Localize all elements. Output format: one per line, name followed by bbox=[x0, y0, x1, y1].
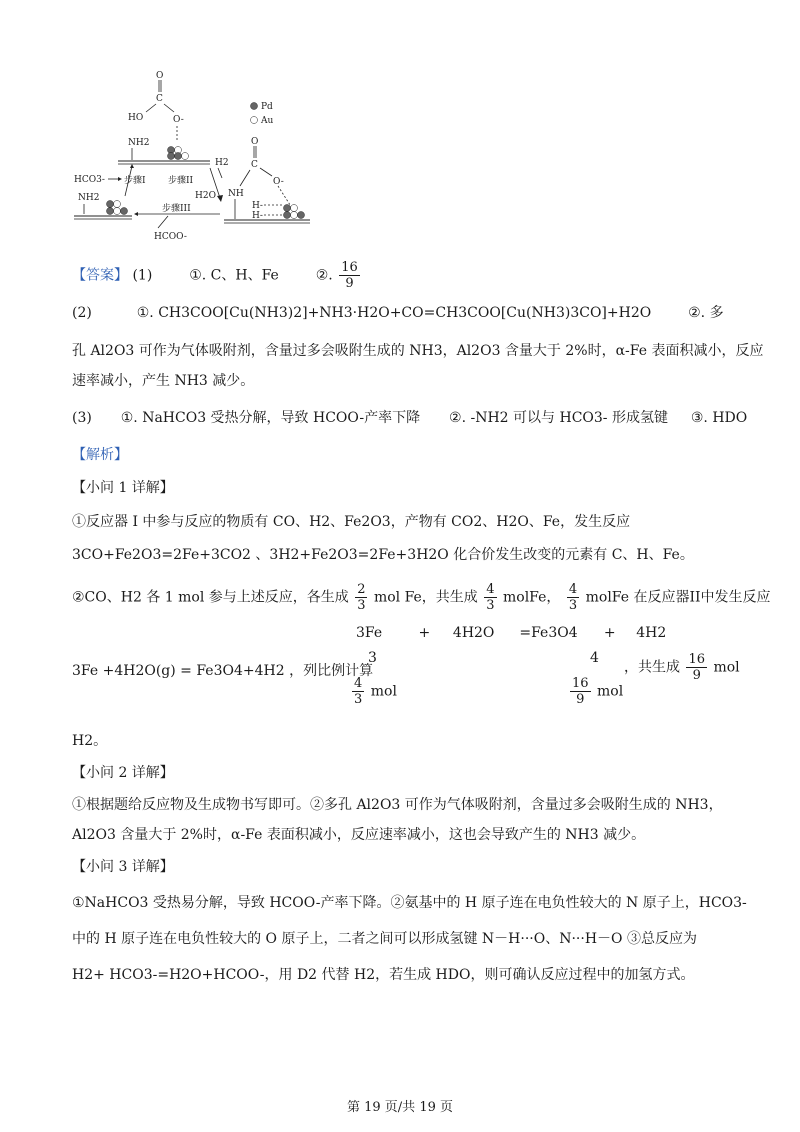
analysis-label: 【解析】 bbox=[72, 447, 128, 463]
diagram-label-c-top: C bbox=[156, 94, 163, 104]
mechanism-svg bbox=[70, 68, 330, 248]
ratio-row2-right: 4 bbox=[590, 650, 599, 666]
ratio-right-frac-num: 16 bbox=[572, 676, 589, 691]
analysis-frac2-den: 3 bbox=[486, 598, 495, 613]
analysis-sub1-end: H2。 bbox=[72, 733, 108, 749]
analysis-sub1-p3-d: molFe 在反应器II中发生反应 bbox=[585, 589, 771, 606]
analysis-sub1-title: 【小问 1 详解】 bbox=[72, 480, 174, 496]
diagram-label-h2dash: H- bbox=[252, 211, 263, 221]
diagram-label-nh2-bottom: NH2 bbox=[78, 193, 100, 203]
ratio-row2-left: 3 bbox=[368, 650, 377, 666]
ratio-right bbox=[568, 676, 623, 707]
analysis-sub1-p1: ①反应器 I 中参与反应的物质有 CO、H2、Fe2O3，产物有 CO2、H2O、Fe，发生反应 bbox=[72, 514, 631, 530]
answer-q1-frac-num: 16 bbox=[341, 260, 358, 275]
analysis-frac3-num: 4 bbox=[568, 582, 578, 597]
analysis-sub3-p2: 中的 H 原子连在电负性较大的 O 原子上，二者之间可以形成氢键 N－H···O、N···H－O ③总反应为 bbox=[72, 931, 697, 947]
ratio-row1-fe3o4: =Fe3O4 bbox=[519, 625, 578, 641]
answer-label: 【答案】 bbox=[72, 267, 128, 284]
analysis-sub1-p3-b: mol Fe，共生成 bbox=[373, 589, 478, 606]
answer-q2-line2: 孔 Al2O3 可作为气体吸附剂，含量过多会吸附生成的 NH3，Al2O3 含量大于 2%时，α-Fe 表面积减小，反应 bbox=[72, 343, 764, 359]
answer-q1-a2-prefix: ②. bbox=[315, 267, 333, 284]
ratio-row1 bbox=[356, 625, 666, 641]
answer-q2-a1-prefix: ①. bbox=[136, 305, 154, 321]
diagram-label-step2: 步骤II bbox=[168, 176, 194, 186]
answer-q2-num: (2) bbox=[72, 305, 92, 321]
diagram-label-o-minus: O- bbox=[173, 115, 184, 125]
diagram-label-o-right: O bbox=[251, 137, 259, 147]
answer-q2-a2-prefix: ②. 多 bbox=[688, 305, 724, 321]
analysis-frac2-num: 4 bbox=[486, 582, 495, 597]
answer-q2-line3: 速率减小，产生 NH3 减少。 bbox=[72, 373, 255, 389]
legend-au-label: Au bbox=[261, 116, 274, 126]
analysis-sub3-p3: H2+ HCO3-=H2O+HCOO-，用 D2 代替 H2，若生成 HDO，则可确认反应过程中的加氢方式。 bbox=[72, 967, 695, 983]
ratio-tail-frac bbox=[686, 652, 707, 683]
ratio-eq: 3Fe +4H2O(g) = Fe3O4+4H2 ，列比例计算 bbox=[72, 663, 374, 679]
answer-q1-frac-den: 9 bbox=[345, 276, 354, 291]
analysis-frac1-den: 3 bbox=[357, 598, 366, 613]
ratio-left-frac bbox=[352, 676, 364, 707]
ratio-left bbox=[350, 676, 397, 707]
analysis-sub2-p2: Al2O3 含量大于 2%时，α-Fe 表面积减小，反应速率减小，这也会导致产生的 NH3 减少。 bbox=[72, 827, 646, 843]
analysis-sub3-p1: ①NaHCO3 受热易分解，导致 HCOO-产率下降。②氨基中的 H 原子连在电负性较大的 N 原子上，HCO3- bbox=[72, 895, 747, 911]
answer-q2-a1-eq: CH3COO[Cu(NH3)2]+NH3·H2O+CO=CH3COO[Cu(NH3)3CO]+H2O bbox=[158, 305, 652, 321]
diagram-label-hco3: HCO3- bbox=[74, 175, 105, 185]
diagram-label-h2: H2 bbox=[215, 158, 229, 168]
answer-q1-line bbox=[72, 260, 362, 291]
ratio-row1-plus2: + bbox=[603, 625, 616, 641]
answer-q1-fraction bbox=[339, 260, 360, 291]
diagram-label-step3: 步骤III bbox=[162, 204, 191, 214]
answer-q1-a1: ①. C、H、Fe bbox=[189, 267, 279, 284]
diagram-label-c-right: C bbox=[251, 160, 258, 170]
analysis-frac2 bbox=[484, 582, 496, 613]
diagram-label-step1: 步骤I bbox=[124, 176, 146, 186]
diagram-label-o-right2: O- bbox=[273, 177, 284, 187]
analysis-sub2-title: 【小问 2 详解】 bbox=[72, 765, 174, 781]
ratio-right-frac bbox=[570, 676, 591, 707]
analysis-frac1-num: 2 bbox=[357, 582, 366, 597]
diagram-label-h2o: H2O bbox=[195, 191, 216, 201]
ratio-left-unit: mol bbox=[370, 683, 397, 700]
analysis-frac1 bbox=[355, 582, 367, 613]
answer-q1-num: (1) bbox=[132, 267, 153, 284]
ratio-row1-h2: 4H2 bbox=[636, 625, 667, 641]
analysis-sub1-p3 bbox=[72, 582, 771, 613]
analysis-sub3-title: 【小问 3 详解】 bbox=[72, 859, 174, 875]
analysis-sub2-p1: ①根据题给反应物及生成物书写即可。②多孔 Al2O3 可作为气体吸附剂，含量过多会吸附生成的 NH3， bbox=[72, 797, 723, 813]
answer-q3-line bbox=[72, 407, 747, 429]
answer-q2-line bbox=[72, 302, 724, 324]
ratio-tail bbox=[624, 652, 740, 683]
answer-q3-num: (3) bbox=[72, 410, 92, 426]
analysis-sub1-p3-c: molFe， bbox=[503, 589, 561, 606]
diagram-label-nh2-top: NH2 bbox=[128, 138, 150, 148]
ratio-tail-frac-den: 9 bbox=[692, 668, 701, 683]
ratio-tail-unit: mol bbox=[713, 659, 740, 676]
ratio-right-frac-den: 9 bbox=[576, 692, 585, 707]
page-footer: 第 19 页/共 19 页 bbox=[347, 1100, 453, 1115]
ratio-right-unit: mol bbox=[597, 683, 624, 700]
ratio-row1-h2o: 4H2O bbox=[452, 625, 495, 641]
ratio-tail-frac-num: 16 bbox=[688, 652, 705, 667]
analysis-sub1-p2: 3CO+Fe2O3=2Fe+3CO2 、3H2+Fe2O3=2Fe+3H2O 化合价发生改变的元素有 C、H、Fe。 bbox=[72, 547, 694, 563]
legend-pd-label: Pd bbox=[261, 102, 273, 112]
analysis-frac3-den: 3 bbox=[568, 598, 578, 613]
diagram-label-hcoo: HCOO- bbox=[154, 232, 187, 242]
ratio-row1-fe: 3Fe bbox=[356, 625, 383, 641]
answer-q3-a2: ②. -NH2 可以与 HCO3- 形成氢键 bbox=[449, 410, 668, 426]
diagram-label-o-top: O bbox=[156, 71, 164, 81]
ratio-row1-plus1: + bbox=[418, 625, 431, 641]
diagram-label-nh: NH bbox=[228, 189, 244, 199]
ratio-left-frac-num: 4 bbox=[354, 676, 363, 691]
diagram-label-ho: HO bbox=[128, 113, 144, 123]
ratio-tail-text: ，共生成 bbox=[624, 659, 680, 676]
analysis-sub1-p3-a: ②CO、H2 各 1 mol 参与上述反应，各生成 bbox=[72, 589, 349, 606]
diagram-label-h1: H- bbox=[252, 201, 263, 211]
mechanism-diagram bbox=[70, 68, 330, 248]
answer-q3-a3: ③. HDO bbox=[690, 410, 748, 426]
answer-q3-a1: ①. NaHCO3 受热分解，导致 HCOO-产率下降 bbox=[120, 410, 421, 426]
ratio-left-frac-den: 3 bbox=[354, 692, 363, 707]
analysis-frac3 bbox=[567, 582, 579, 613]
